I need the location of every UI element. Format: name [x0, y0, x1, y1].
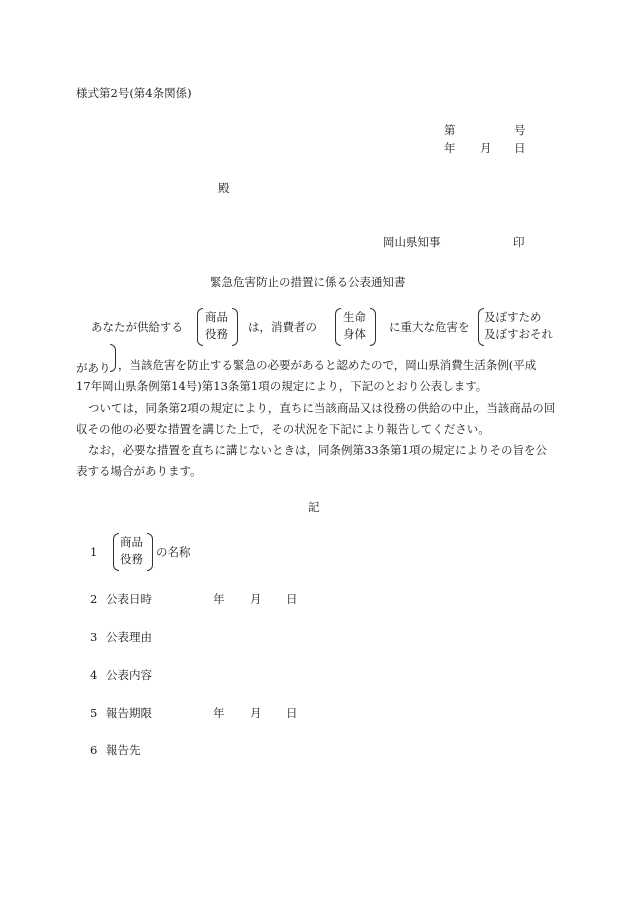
- body-line2-text: ，当該危害を防止する緊急の必要があると認めたので，岡山県消費生活条例(平成: [118, 358, 537, 372]
- item-2-nen: 年: [213, 592, 225, 606]
- item-2-number: 2: [90, 592, 98, 606]
- item-2-label: 公表日時: [106, 592, 152, 606]
- choice-life-1: 生命: [343, 310, 366, 324]
- item-5-label: 報告期限: [106, 706, 152, 720]
- date-hi: 日: [514, 141, 526, 155]
- left-bracket-icon: [197, 308, 203, 346]
- item-3-number: 3: [90, 630, 98, 644]
- choice-harm-2: 及ぼすおそれ: [484, 327, 553, 341]
- item-1-number: 1: [90, 545, 98, 559]
- choice-harm-1: 及ぼすため: [484, 310, 542, 324]
- item-1-choice-2: 役務: [120, 552, 143, 566]
- item-5-tsuki: 月: [250, 706, 262, 720]
- body-line1-prefix: あなたが供給する: [91, 320, 183, 334]
- choice-life: [335, 308, 377, 346]
- addressee-suffix: 殿: [218, 181, 230, 195]
- item-5-nen: 年: [213, 706, 225, 720]
- item-6-number: 6: [90, 743, 98, 757]
- left-bracket-icon: [113, 533, 119, 571]
- left-bracket-icon: [335, 308, 341, 346]
- item-1-choice: [113, 533, 155, 571]
- item-1-label: の名称: [156, 545, 191, 559]
- date-tsuki: 月: [480, 141, 492, 155]
- choice-life-2: 身体: [343, 327, 366, 341]
- date-nen: 年: [444, 141, 456, 155]
- body-paragraph-2: ついては，同条第2項の規定により，直ちに当該商品又は役務の供給の中止，当該商品の回収その他の必要な措置を講じた上で，その状況を下記により報告してください。: [76, 401, 556, 436]
- sender-seal: 印: [513, 235, 525, 249]
- body-line1-suffix: に重大な危害を: [389, 320, 470, 334]
- item-6-label: 報告先: [106, 743, 141, 757]
- body-line1-mid: は，消費者の: [248, 320, 317, 334]
- right-bracket-icon: [232, 308, 238, 346]
- doc-number-go: 号: [514, 123, 526, 137]
- page-title: 緊急危害防止の措置に係る公表通知書: [210, 275, 406, 289]
- right-bracket-icon: [110, 344, 116, 372]
- body-line3-text: 17年岡山県条例第14号)第13条第1項の規定により，下記のとおり公表します。: [76, 379, 488, 393]
- item-3-label: 公表理由: [106, 630, 152, 644]
- item-2-tsuki: 月: [250, 592, 262, 606]
- choice-harm: [478, 308, 558, 346]
- body-line2-prefix: があり: [76, 361, 111, 375]
- right-bracket-icon: [147, 533, 153, 571]
- body-paragraph-3: なお，必要な措置を直ちに講じないときは，同条例第33条第1項の規定によりその旨を公表する場合があります。: [76, 443, 547, 478]
- choice-goods-1: 商品: [205, 310, 228, 324]
- item-1-choice-1: 商品: [120, 535, 143, 549]
- ki-heading: 記: [308, 500, 320, 514]
- right-bracket-icon: [370, 308, 376, 346]
- item-2-hi: 日: [286, 592, 298, 606]
- doc-number-dai: 第: [444, 123, 456, 137]
- sender-name: 岡山県知事: [383, 235, 441, 249]
- form-number: 様式第2号(第4条関係): [76, 86, 192, 100]
- item-5-number: 5: [90, 706, 98, 720]
- item-4-label: 公表内容: [106, 668, 152, 682]
- choice-goods: [197, 308, 239, 346]
- choice-goods-2: 役務: [205, 327, 228, 341]
- item-4-number: 4: [90, 668, 98, 682]
- item-5-hi: 日: [286, 706, 298, 720]
